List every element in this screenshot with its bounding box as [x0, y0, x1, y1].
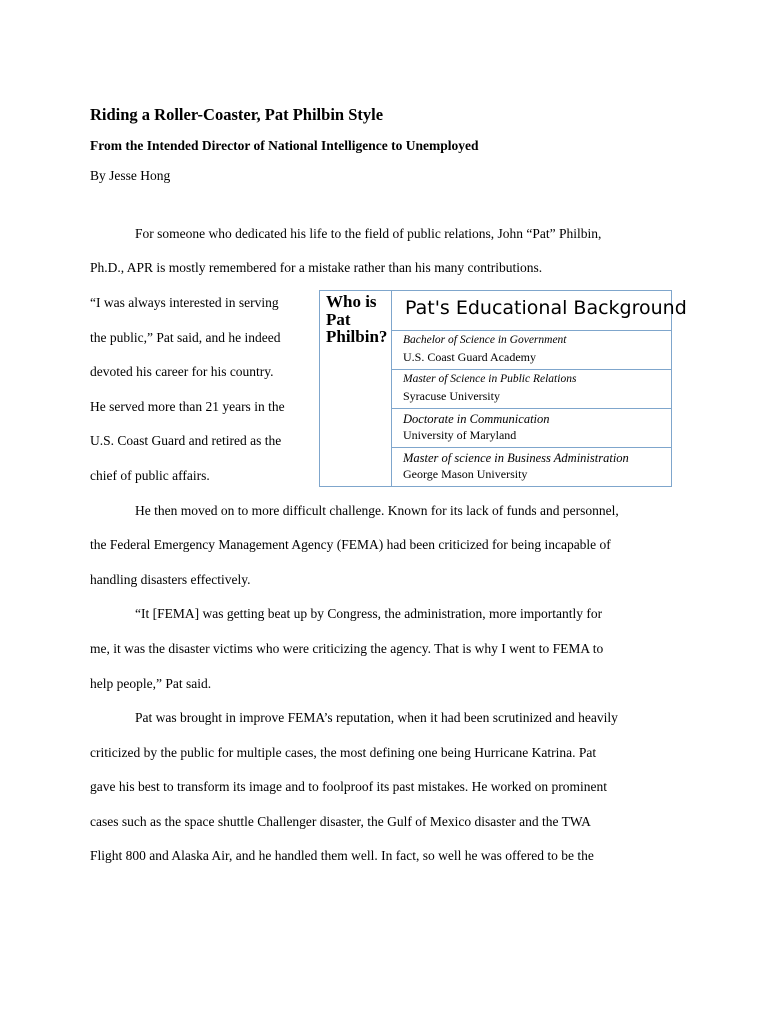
- body-line: Pat was brought in improve FEMA’s reputation, when it had been scrutinized and heavily: [135, 710, 618, 725]
- body-line: handling disasters effectively.: [90, 572, 251, 587]
- body-line: chief of public affairs.: [90, 468, 210, 483]
- body-line: Flight 800 and Alaska Air, and he handled them well. In fact, so well he was offered to be the: [90, 848, 594, 863]
- degree-name: Doctorate in Communication: [403, 412, 550, 426]
- sidebar-heading-cell: [392, 291, 687, 331]
- sidebar-content: [392, 291, 687, 486]
- body-line: help people,” Pat said.: [90, 676, 212, 691]
- article-byline: By Jesse Hong: [90, 168, 171, 183]
- education-entry: [392, 370, 671, 409]
- article-title: Riding a Roller-Coaster, Pat Philbin Style: [90, 105, 384, 124]
- body-line: For someone who dedicated his life to the field of public relations, John “Pat” Philbin,: [135, 226, 602, 241]
- degree-name: Master of Science in Public Relations: [403, 373, 577, 385]
- sidebar-heading: Pat's Educational Background: [405, 297, 687, 319]
- school-name: Syracuse University: [403, 389, 500, 403]
- body-line: He then moved on to more difficult challenge. Known for its lack of funds and personnel,: [135, 503, 619, 518]
- educational-background-sidebar: [319, 290, 687, 487]
- body-line: gave his best to transform its image and to foolproof its past mistakes. He worked on prominent: [90, 779, 608, 794]
- body-line: “I was always interested in serving: [90, 295, 279, 310]
- school-name: University of Maryland: [403, 428, 517, 442]
- school-name: U.S. Coast Guard Academy: [403, 350, 536, 364]
- body-line: the Federal Emergency Management Agency (FEMA) had been criticized for being incapable of: [90, 537, 611, 552]
- sidebar-who-label: Who is Pat Philbin?: [326, 292, 388, 346]
- degree-name: Master of science in Business Administration: [403, 451, 629, 465]
- body-line: criticized by the public for multiple cases, the most defining one being Hurricane Katrina. Pat: [90, 745, 597, 760]
- body-line: He served more than 21 years in the: [90, 399, 285, 414]
- body-line: “It [FEMA] was getting beat up by Congress, the administration, more importantly for: [135, 606, 603, 621]
- body-line: me, it was the disaster victims who were criticizing the agency. That is why I went to FEMA to: [90, 641, 604, 656]
- body-line: U.S. Coast Guard and retired as the: [90, 433, 282, 448]
- education-entry: [392, 448, 671, 487]
- body-line: the public,” Pat said, and he indeed: [90, 330, 281, 345]
- education-entry: [392, 409, 671, 448]
- education-entry: [392, 331, 671, 370]
- school-name: George Mason University: [403, 467, 528, 481]
- degree-name: Bachelor of Science in Government: [403, 334, 567, 346]
- article-subtitle: From the Intended Director of National Intelligence to Unemployed: [90, 138, 479, 153]
- body-line: cases such as the space shuttle Challenger disaster, the Gulf of Mexico disaster and the TWA: [90, 814, 591, 829]
- body-line: Ph.D., APR is mostly remembered for a mistake rather than his many contributions.: [90, 260, 543, 275]
- sidebar-label-cell: [320, 291, 392, 486]
- body-line: devoted his career for his country.: [90, 364, 274, 379]
